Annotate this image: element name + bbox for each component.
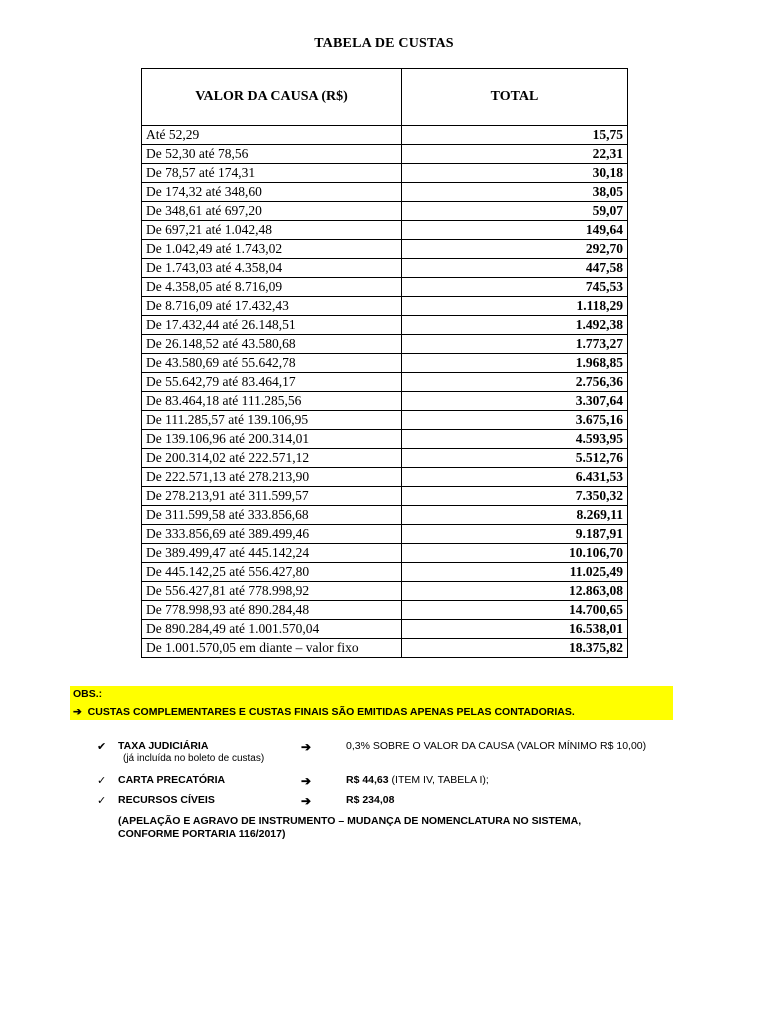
range-cell: De 1.001.570,05 em diante – valor fixo <box>142 639 402 658</box>
total-cell: 10.106,70 <box>402 544 628 563</box>
obs-text-line <box>73 706 575 718</box>
total-cell: 14.700,65 <box>402 601 628 620</box>
range-cell: De 348,61 até 697,20 <box>142 202 402 221</box>
total-cell: 745,53 <box>402 278 628 297</box>
item-value: 0,3% SOBRE O VALOR DA CAUSA (VALOR MÍNIMO R$ 10,00) <box>346 740 647 752</box>
range-cell: De 174,32 até 348,60 <box>142 183 402 202</box>
table-row <box>142 373 628 392</box>
table-row <box>142 620 628 639</box>
range-cell: De 111.285,57 até 139.106,95 <box>142 411 402 430</box>
table-row <box>142 164 628 183</box>
total-cell: 38,05 <box>402 183 628 202</box>
list-item-taxa-judiciaria <box>0 740 768 770</box>
total-cell: 1.968,85 <box>402 354 628 373</box>
item-label: CARTA PRECATÓRIA <box>118 774 226 786</box>
range-cell: De 43.580,69 até 55.642,78 <box>142 354 402 373</box>
total-cell: 22,31 <box>402 145 628 164</box>
total-cell: 3.307,64 <box>402 392 628 411</box>
table-row <box>142 639 628 658</box>
table-row <box>142 544 628 563</box>
note-text <box>118 815 658 841</box>
obs-label: OBS.: <box>73 688 103 700</box>
table-row <box>142 297 628 316</box>
item-label: TAXA JUDICIÁRIA <box>118 740 209 752</box>
range-cell: De 222.571,13 até 278.213,90 <box>142 468 402 487</box>
total-cell: 4.593,95 <box>402 430 628 449</box>
range-cell: De 83.464,18 até 111.285,56 <box>142 392 402 411</box>
range-cell: De 26.148,52 até 43.580,68 <box>142 335 402 354</box>
table-row <box>142 183 628 202</box>
item-value <box>346 774 489 786</box>
total-cell: 1.773,27 <box>402 335 628 354</box>
range-cell: De 139.106,96 até 200.314,01 <box>142 430 402 449</box>
table-row <box>142 126 628 145</box>
arrow-icon: ➔ <box>301 740 312 754</box>
range-cell: De 52,30 até 78,56 <box>142 145 402 164</box>
item-value-detail: (ITEM IV, TABELA I); <box>388 774 489 786</box>
page-title: TABELA DE CUSTAS <box>314 36 454 51</box>
table-row <box>142 392 628 411</box>
range-cell: De 200.314,02 até 222.571,12 <box>142 449 402 468</box>
total-cell: 18.375,82 <box>402 639 628 658</box>
table-row <box>142 278 628 297</box>
arrow-icon: ➔ <box>73 706 82 718</box>
table-row <box>142 468 628 487</box>
total-cell: 9.187,91 <box>402 525 628 544</box>
table-row <box>142 316 628 335</box>
total-cell: 59,07 <box>402 202 628 221</box>
table-row <box>142 506 628 525</box>
table-row <box>142 563 628 582</box>
obs-highlight-box <box>70 686 673 720</box>
total-cell: 1.118,29 <box>402 297 628 316</box>
total-cell: 15,75 <box>402 126 628 145</box>
range-cell: De 4.358,05 até 8.716,09 <box>142 278 402 297</box>
table-row <box>142 145 628 164</box>
arrow-icon: ➔ <box>301 794 312 808</box>
total-cell: 30,18 <box>402 164 628 183</box>
column-header-valor: VALOR DA CAUSA (R$) <box>142 69 402 126</box>
total-cell: 12.863,08 <box>402 582 628 601</box>
total-cell: 8.269,11 <box>402 506 628 525</box>
total-cell: 6.431,53 <box>402 468 628 487</box>
range-cell: De 1.042,49 até 1.743,02 <box>142 240 402 259</box>
table-row <box>142 354 628 373</box>
table-row <box>142 335 628 354</box>
table-row <box>142 221 628 240</box>
item-sublabel: (já incluída no boleto de custas) <box>123 753 265 764</box>
obs-text: CUSTAS COMPLEMENTARES E CUSTAS FINAIS SÃO EMITIDAS APENAS PELAS CONTADORIAS. <box>87 706 575 718</box>
table-row <box>142 525 628 544</box>
range-cell: De 8.716,09 até 17.432,43 <box>142 297 402 316</box>
custas-table <box>141 68 628 658</box>
arrow-icon: ➔ <box>301 774 312 788</box>
table-row <box>142 449 628 468</box>
total-cell: 5.512,76 <box>402 449 628 468</box>
item-value-amount: R$ 234,08 <box>346 794 395 806</box>
table-row <box>142 430 628 449</box>
total-cell: 149,64 <box>402 221 628 240</box>
checkmark-icon: ✓ <box>97 795 107 807</box>
range-cell: De 278.213,91 até 311.599,57 <box>142 487 402 506</box>
range-cell: De 1.743,03 até 4.358,04 <box>142 259 402 278</box>
table-row <box>142 202 628 221</box>
checkmark-icon: ✓ <box>97 775 107 787</box>
total-cell: 2.756,36 <box>402 373 628 392</box>
total-cell: 447,58 <box>402 259 628 278</box>
column-header-total: TOTAL <box>402 69 628 126</box>
item-value <box>346 794 394 806</box>
range-cell: De 17.432,44 até 26.148,51 <box>142 316 402 335</box>
total-cell: 11.025,49 <box>402 563 628 582</box>
table-row <box>142 487 628 506</box>
range-cell: De 890.284,49 até 1.001.570,04 <box>142 620 402 639</box>
range-cell: De 333.856,69 até 389.499,46 <box>142 525 402 544</box>
table-row <box>142 582 628 601</box>
range-cell: De 311.599,58 até 333.856,68 <box>142 506 402 525</box>
list-item-recursos-civeis <box>0 794 768 810</box>
total-cell: 1.492,38 <box>402 316 628 335</box>
note-line-2: CONFORME PORTARIA 116/2017) <box>118 828 286 840</box>
range-cell: De 697,21 até 1.042,48 <box>142 221 402 240</box>
range-cell: De 778.998,93 até 890.284,48 <box>142 601 402 620</box>
table-row <box>142 601 628 620</box>
total-cell: 292,70 <box>402 240 628 259</box>
list-item-carta-precatoria <box>0 774 768 790</box>
range-cell: De 78,57 até 174,31 <box>142 164 402 183</box>
checkmark-icon: ✔ <box>97 741 107 753</box>
table-header-row <box>142 69 628 126</box>
item-value-amount: R$ 44,63 <box>346 774 389 786</box>
table-row <box>142 411 628 430</box>
range-cell: De 389.499,47 até 445.142,24 <box>142 544 402 563</box>
table-row <box>142 259 628 278</box>
note-line-1: (APELAÇÃO E AGRAVO DE INSTRUMENTO – MUDANÇA DE NOMENCLATURA NO SISTEMA, <box>118 815 582 827</box>
range-cell: De 445.142,25 até 556.427,80 <box>142 563 402 582</box>
item-label: RECURSOS CÍVEIS <box>118 794 215 806</box>
total-cell: 7.350,32 <box>402 487 628 506</box>
table-row <box>142 240 628 259</box>
total-cell: 16.538,01 <box>402 620 628 639</box>
range-cell: De 556.427,81 até 778.998,92 <box>142 582 402 601</box>
range-cell: Até 52,29 <box>142 126 402 145</box>
range-cell: De 55.642,79 até 83.464,17 <box>142 373 402 392</box>
total-cell: 3.675,16 <box>402 411 628 430</box>
